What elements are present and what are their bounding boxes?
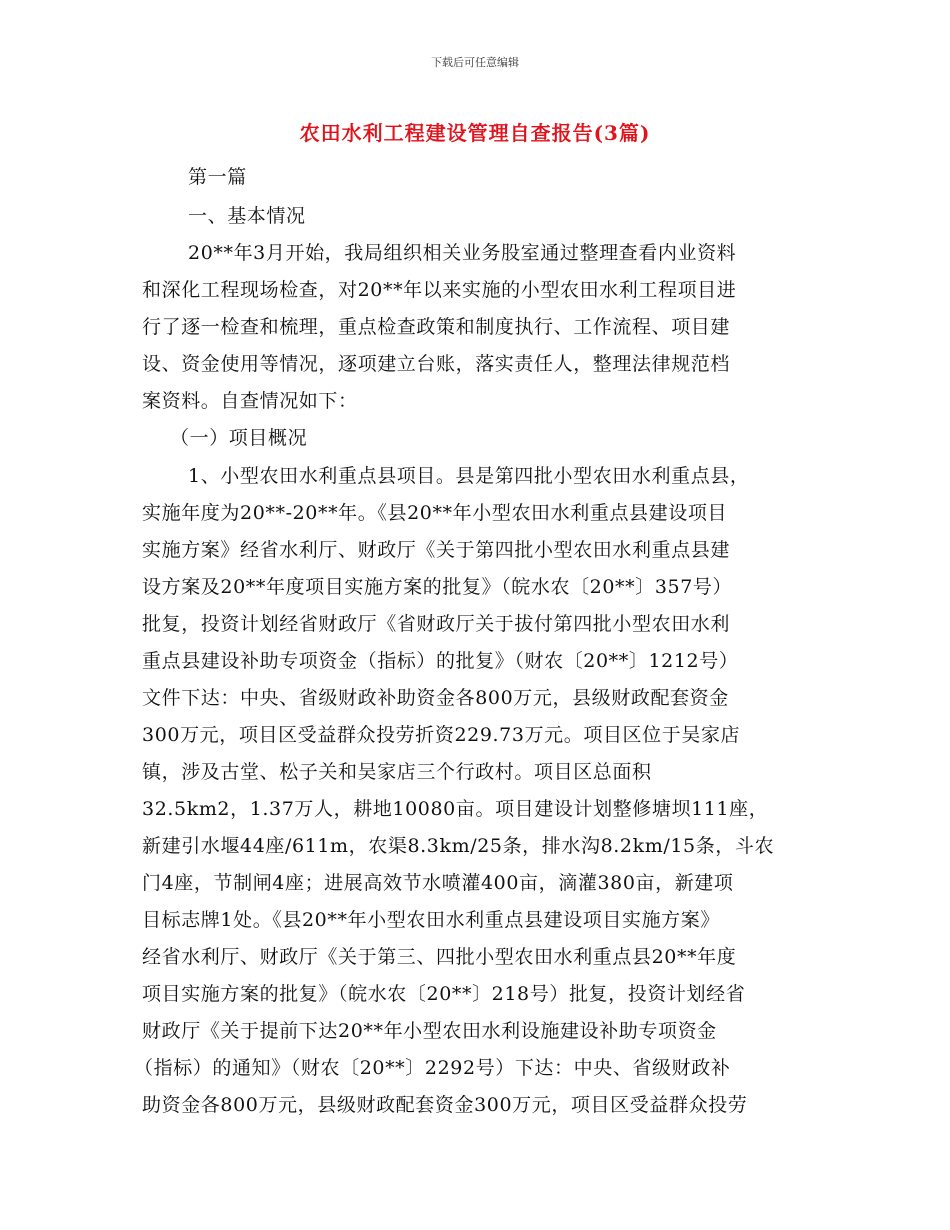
- subsection-heading: （一）项目概况: [170, 427, 308, 449]
- paragraph-line: 门4座，节制闸4座；进展高效节水喷灌400亩，滴灌380亩，新建项: [142, 872, 734, 894]
- section-heading: 第一篇: [188, 166, 247, 188]
- paragraph-line: 经省水利厅、财政厅《关于第三、四批小型农田水利重点县20**年度: [142, 946, 737, 968]
- paragraph-line: 1、小型农田水利重点县项目。县是第四批小型农田水利重点县，: [188, 465, 750, 487]
- paragraph-line: 设、资金使用等情况，逐项建立台账，落实责任人，整理法律规范档: [142, 353, 731, 375]
- paragraph-line: 32.5km2，1.37万人，耕地10080亩。项目建设计划整修塘坝111座，: [142, 798, 769, 820]
- paragraph-line: 实施年度为20**-20**年。《县20**年小型农田水利重点县建设项目: [142, 502, 728, 524]
- paragraph-line: 镇，涉及古堂、松子关和吴家店三个行政村。项目区总面积: [142, 761, 652, 783]
- paragraph-line: 批复，投资计划经省财政厅《省财政厅关于拔付第四批小型农田水利: [142, 613, 731, 635]
- paragraph-line: 实施方案》经省水利厅、财政厅《关于第四批小型农田水利重点县建: [142, 539, 731, 561]
- paragraph-line: 项目实施方案的批复》（皖水农〔20**〕218号）批复，投资计划经省: [142, 983, 746, 1005]
- paragraph-line: 新建引水堰44座/611m，农渠8.3km/25条，排水沟8.2km/15条，斗农: [142, 835, 775, 857]
- paragraph-line: 重点县建设补助专项资金（指标）的批复》（财农〔20**〕1212号）: [142, 650, 739, 672]
- paragraph-line: 文件下达：中央、省级财政补助资金各800万元，县级财政配套资金: [142, 687, 729, 709]
- paragraph-line: 案资料。自查情况如下：: [142, 390, 358, 412]
- paragraph-line: 行了逐一检查和梳理，重点检查政策和制度执行、工作流程、项目建: [142, 316, 731, 338]
- paragraph-line: 20**年3月开始，我局组织相关业务股室通过整理查看内业资料: [188, 242, 737, 264]
- paragraph-line: 财政厅《关于提前下达20**年小型农田水利设施建设补助专项资金: [142, 1020, 717, 1042]
- paragraph-line: 和深化工程现场检查，对20**年以来实施的小型农田水利工程项目进: [142, 279, 737, 301]
- header-note: 下载后可任意编辑: [431, 56, 519, 69]
- paragraph-line: （指标）的通知》（财农〔20**〕2292号）下达：中央、省级财政补: [134, 1057, 731, 1079]
- subsection-heading: 一、基本情况: [188, 205, 306, 227]
- paragraph-line: 设方案及20**年度项目实施方案的批复》（皖水农〔20**〕357号）: [142, 576, 733, 598]
- document-title: 农田水利工程建设管理自查报告(3篇): [299, 121, 651, 145]
- paragraph-line: 助资金各800万元，县级财政配套资金300万元，项目区受益群众投劳: [142, 1094, 748, 1116]
- paragraph-line: 目标志牌1处。《县20**年小型农田水利重点县建设项目实施方案》: [142, 909, 720, 931]
- paragraph-line: 300万元，项目区受益群众投劳折资229.73万元。项目区位于吴家店: [142, 724, 741, 746]
